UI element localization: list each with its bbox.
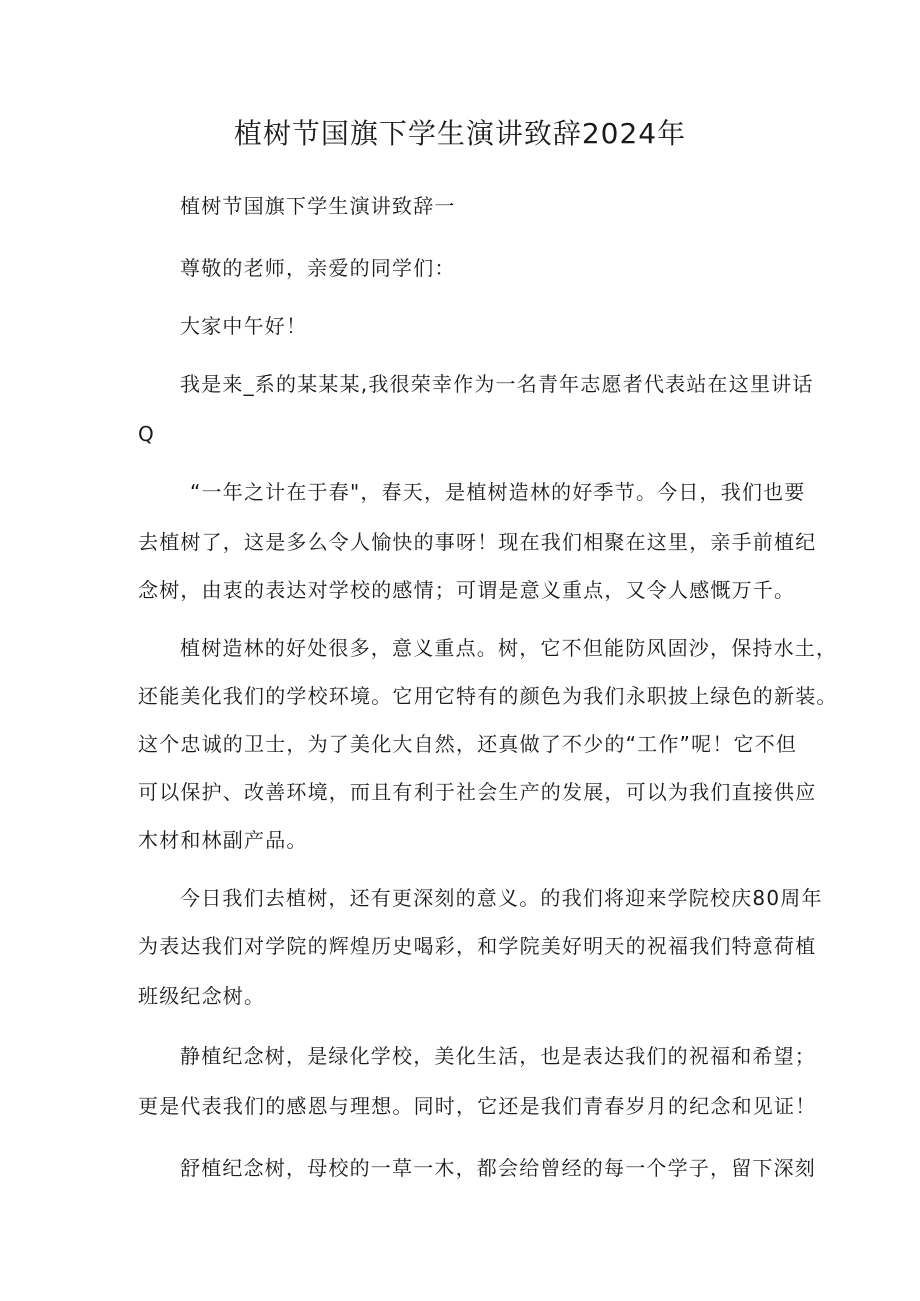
paragraph-line: 班级纪念树。 [138, 984, 266, 1008]
paragraph-line: “一年之计在于春"，春天，是植树造林的好季节。今日，我们也要 [190, 480, 806, 504]
paragraph-line: 静植纪念树，是绿化学校，美化生活，也是表达我们的祝福和希望； [180, 1044, 816, 1068]
paragraph-line: 这个忠诚的卫士，为了美化大自然，还真做了不少的“工作”呢！它不但 [138, 732, 798, 756]
paragraph-line: Q [138, 422, 155, 446]
paragraph-line: 更是代表我们的感恩与理想。同时，它还是我们青春岁月的纪念和见证！ [138, 1094, 817, 1118]
paragraph-line: 舒植纪念树，母校的一草一木，都会给曾经的每一个学子，留下深刻 [180, 1156, 816, 1180]
paragraph-line: 木材和林副产品。 [138, 828, 308, 852]
paragraph-line: 念树，由衷的表达对学校的感情；可谓是意义重点，又令人感慨万千。 [138, 578, 796, 602]
paragraph-line: 还能美化我们的学校环境。它用它特有的颜色为我们永职披上绿色的新装。 [138, 684, 838, 708]
paragraph-line: 今日我们去植树，还有更深刻的意义。的我们将迎来学院校庆80周年 [180, 886, 823, 910]
paragraph-line: 我是来_系的某某某,我很荣幸作为一名青年志愿者代表站在这里讲话 [180, 372, 814, 396]
paragraph-line: 去植树了，这是多么令人愉快的事呀！现在我们相聚在这里，亲手前植纪 [138, 530, 817, 554]
paragraph-line: 可以保护、改善环境，而且有利于社会生产的发展，可以为我们直接供应 [138, 780, 817, 804]
paragraph-line: 为表达我们对学院的辉煌历史喝彩，和学院美好明天的祝福我们特意荷植 [138, 934, 817, 958]
document-title: 植树节国旗下学生演讲致辞2024年 [233, 117, 687, 150]
greeting: 大家中午好！ [180, 314, 308, 338]
salutation: 尊敬的老师，亲爱的同学们： [180, 256, 456, 280]
paragraph-line: 植树造林的好处很多，意义重点。树，它不但能防风固沙，保持水土， [180, 636, 838, 660]
section-heading: 植树节国旗下学生演讲致辞一 [180, 194, 456, 218]
